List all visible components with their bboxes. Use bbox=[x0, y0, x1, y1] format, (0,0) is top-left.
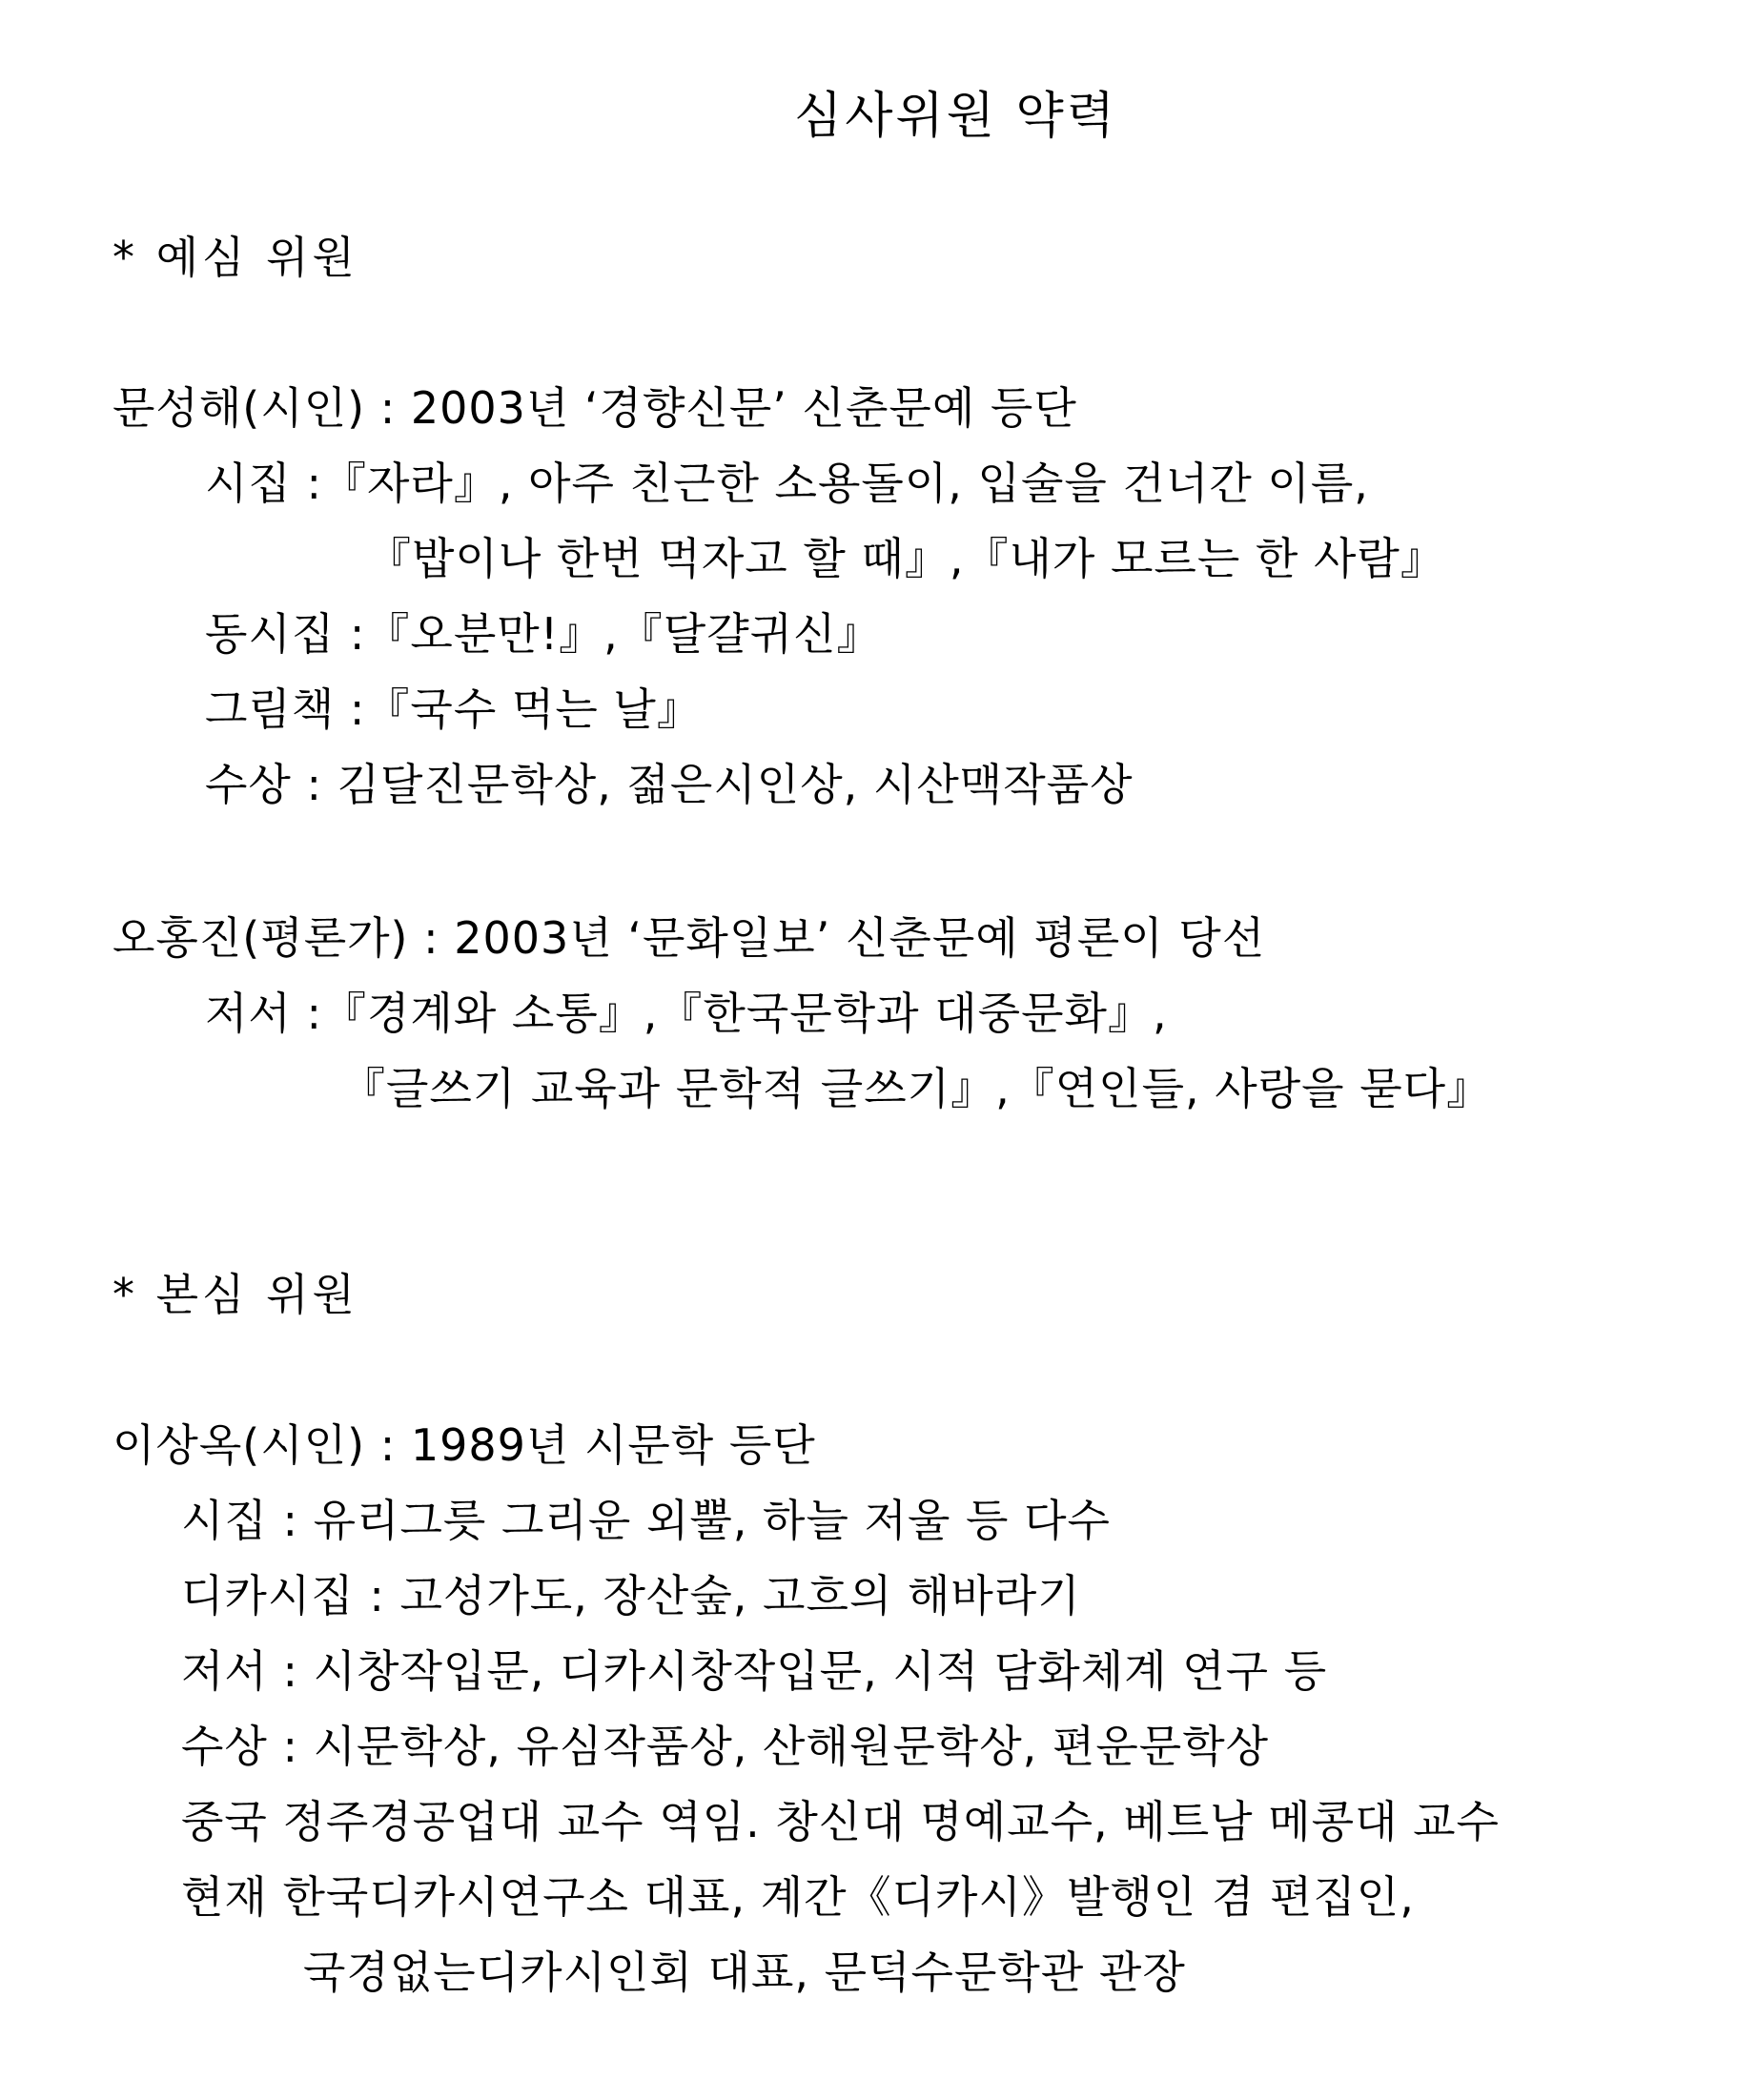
judge-name-line: 오홍진(평론가) : 2003년 ‘문화일보’ 신춘문예 평론이 당선 bbox=[112, 912, 1266, 964]
judge-detail-line: 시집 :『자라』, 아주 친근한 소용돌이, 입술을 건너간 이름, bbox=[205, 458, 1369, 509]
judge-detail-line: 『밥이나 한번 먹자고 할 때』,『내가 모르는 한 사람』 bbox=[367, 533, 1445, 584]
judge-detail-line: 수상 : 시문학상, 유심작품상, 산해원문학상, 편운문학상 bbox=[181, 1721, 1270, 1772]
judge-detail-line: 저서 :『경계와 소통』,『한국문학과 대중문화』, bbox=[205, 988, 1168, 1039]
judge-detail-line: 그림책 :『국수 먹는 날』 bbox=[205, 683, 702, 735]
section-heading-final: * 본심 위원 bbox=[112, 1269, 358, 1320]
judge-detail-line: 수상 : 김달진문학상, 젊은시인상, 시산맥작품상 bbox=[205, 759, 1134, 810]
judge-name-line: 문성해(시인) : 2003년 ‘경향신문’ 신춘문예 등단 bbox=[112, 382, 1077, 434]
judge-detail-line: 국경없는디카시인회 대표, 문덕수문학관 관장 bbox=[303, 1947, 1186, 1998]
judge-detail-line: 현재 한국디카시연구소 대표, 계간《디카시》발행인 겸 편집인, bbox=[181, 1871, 1415, 1923]
judge-detail-line: 시집 : 유리그릇 그리운 외뿔, 하늘 저울 등 다수 bbox=[181, 1495, 1111, 1546]
judge-detail-line: 『글쓰기 교육과 문학적 글쓰기』,『연인들, 사랑을 묻다』 bbox=[341, 1063, 1492, 1114]
judge-name-line: 이상옥(시인) : 1989년 시문학 등단 bbox=[112, 1419, 816, 1471]
page-title: 심사위원 약력 bbox=[794, 88, 1117, 145]
judge-detail-line: 중국 정주경공업대 교수 역임. 창신대 명예교수, 베트남 메콩대 교수 bbox=[181, 1796, 1500, 1847]
judge-detail-line: 저서 : 시창작입문, 디카시창작입문, 시적 담화체계 연구 등 bbox=[181, 1645, 1328, 1697]
judge-detail-line: 디카시집 : 고성가도, 장산숲, 고흐의 해바라기 bbox=[181, 1570, 1081, 1621]
section-heading-preliminary: * 예심 위원 bbox=[112, 232, 358, 283]
judge-detail-line: 동시집 :『오분만!』,『달걀귀신』 bbox=[205, 608, 882, 660]
